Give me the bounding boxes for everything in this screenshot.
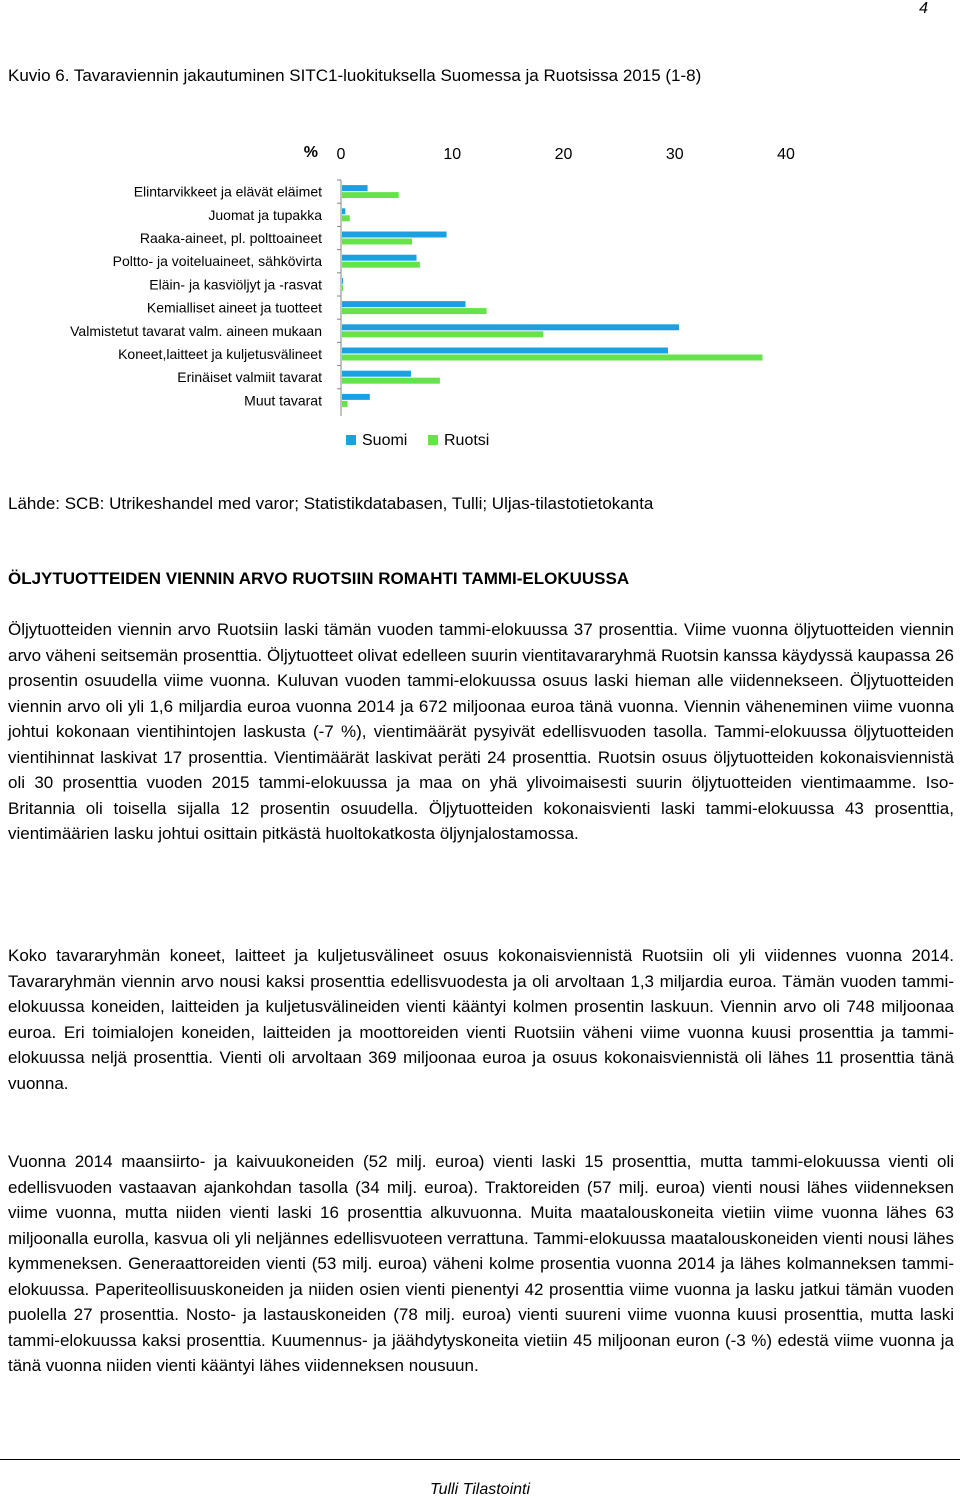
category-label-8: Erinäiset valmiit tavarat (177, 369, 322, 386)
body-paragraph-2: Koko tavararyhmän koneet, laitteet ja kuljetusvälineet osuus kokonaisviennistä Ruotsiin oli yli viidennes vuonna 2014. Tavararyhmän viennin arvo nousi kaksi prosenttia edellisvuodesta ja oli arvoltaan 1,3 miljardia euroa. Tämän vuoden tammi-elokuussa koneiden, laitteiden ja kuljetusvälineiden vienti kääntyi kolmen prosentin laskuun. Viennin arvo oli 748 miljoonaa euroa. Eri toimialojen koneiden, laitteiden ja moottoreiden vienti Ruotsiin väheni viime vuonna kuusi prosenttia ja tammi-elokuussa neljä prosenttia. Vienti oli arvoltaan 369 miljoonaa euroa ja osuus kokonaisviennistä oli lähes 11 prosenttia tänä vuonna. (8, 946, 954, 1093)
bar-ruotsi-2 (342, 239, 412, 245)
section-heading: ÖLJYTUOTTEIDEN VIENNIN ARVO RUOTSIIN ROMAHTI TAMMI-ELOKUUSSA (8, 569, 630, 588)
bar-suomi-8 (342, 371, 411, 377)
bar-chart (0, 130, 820, 470)
footer-text: Tulli Tilastointi (429, 1481, 531, 1498)
bar-chart-svg (0, 130, 820, 470)
figure-title: Kuvio 6. Tavaraviennin jakautuminen SITC1-luokituksella Suomessa ja Ruotsissa 2015 (1-8) (8, 66, 702, 85)
bar-ruotsi-3 (342, 262, 420, 268)
x-tick-label-2: 20 (554, 146, 573, 163)
category-label-7: Koneet,laitteet ja kuljetusvälineet (118, 346, 322, 362)
legend-label-ruotsi: Ruotsi (444, 432, 490, 449)
x-tick-label-1: 10 (443, 146, 462, 163)
legend-swatch-ruotsi (428, 435, 438, 445)
bar-ruotsi-5 (342, 308, 487, 314)
category-label-4: Eläin- ja kasviöljyt ja -rasvat (149, 276, 322, 293)
bar-suomi-2 (342, 232, 447, 238)
bar-suomi-3 (342, 255, 417, 261)
bar-suomi-9 (342, 394, 370, 400)
axis-unit-label: % (303, 144, 318, 161)
category-label-1: Juomat ja tupakka (208, 206, 322, 223)
category-label-6: Valmistetut tavarat valm. aineen mukaan (70, 322, 322, 339)
category-label-3: Poltto- ja voiteluaineet, sähkövirta (112, 253, 322, 270)
bar-suomi-7 (342, 348, 668, 354)
bar-suomi-5 (342, 301, 465, 307)
bar-suomi-6 (342, 324, 679, 330)
category-label-0: Elintarvikkeet ja elävät eläimet (133, 183, 322, 200)
source-note: Lähde: SCB: Utrikeshandel med varor; Statistikdatabasen, Tulli; Uljas-tilastotietokanta (8, 494, 654, 513)
legend-label-suomi: Suomi (362, 432, 408, 449)
bar-ruotsi-1 (342, 215, 350, 221)
bar-ruotsi-4 (342, 285, 343, 291)
category-label-5: Kemialliset aineet ja tuotteet (146, 299, 322, 316)
category-label-2: Raaka-aineet, pl. polttoaineet (139, 230, 322, 246)
x-tick-label-3: 30 (665, 146, 684, 163)
body-paragraph-3: Vuonna 2014 maansiirto- ja kaivuukoneiden (52 milj. euroa) vienti laski 15 prosenttia, mutta tammi-elokuussa vienti oli edellisvuoden vastaavan ajankohdan tasolla (34 milj. euroa). Traktoreiden (57 milj. euroa) vienti nousi lähes viidenneksen viime vuonna, mutta niiden vienti laski 16 prosenttia alkuvuonna. Muita maatalouskoneita vietiin viime vuonna lähes 63 miljoonalla eurolla, kasvua oli yli neljännes edellisvuoteen verrattuna. Tammi-elokuussa maatalouskoneiden vienti nousi lähes kymmeneksen. Generaattoreiden vienti (53 milj. euroa) väheni kolme prosentia vuonna 2014 ja lähes kolmanneksen tammi-elokuussa. Paperiteollisuuskoneiden ja niiden osien vienti pienentyi 42 prosenttia viime vuonna ja lasku jatkui tämän vuoden puolella 27 prosenttia. Nosto- ja lastauskoneiden (78 milj. euroa) vienti suureni viime vuonna kuusi prosenttia, mutta laski tammi-elokuussa kaksi prosenttia. Kuumennus- ja jäähdytyskoneita vietiin 45 miljoonan euron (-3 %) edestä viime vuonna ja tänä vuonna niiden vienti kääntyi lähes viidenneksen nousuun. (8, 1152, 954, 1375)
footer-divider (0, 1459, 960, 1460)
x-tick-label-4: 40 (777, 146, 795, 163)
body-paragraph-1: Öljytuotteiden viennin arvo Ruotsiin laski tämän vuoden tammi-elokuussa 37 prosenttia. Viime vuonna öljytuotteiden viennin arvo väheni seitsemän prosenttia. Öljytuotteet olivat edelleen suurin vientitavararyhmä Ruotsin kanssa käydyssä kaupassa 26 prosentin osuudella viime vuonna. Kuluvan vuoden tammi-elokuussa osuus laski hieman alle viidennekseen. Öljytuotteiden viennin arvo oli yli 1,6 miljardia euroa vuonna 2014 ja 672 miljoonaa euroa tänä vuonna. Viennin väheneminen viime vuonna johtui kokonaan vientihintojen laskusta (-7 %), vientimäärät pysyivät edellisvuoden tasolla. Tammi-elokuussa öljytuotteiden vientihinnat laskivat 17 prosenttia. Vientimäärät laskivat peräti 24 prosenttia. Ruotsin osuus öljytuotteiden kokonaisviennistä oli 30 prosenttia vuoden 2015 tammi-elokuussa ja maa on yhä ylivoimaisesti suurin öljytuotteiden vientimaamme. Iso-Britannia oli toisella sijalla 12 prosentin osuudella. Öljytuotteiden kokonaisvienti laski tammi-elokuussa 43 prosenttia, vientimäärien lasku johtui osittain pitkästä huoltokatkosta öljynjalostamossa. (8, 620, 954, 843)
category-label-9: Muut tavarat (244, 392, 322, 409)
bar-suomi-4 (342, 278, 343, 284)
bar-suomi-0 (342, 185, 368, 191)
legend-swatch-suomi (346, 435, 356, 445)
bar-ruotsi-7 (342, 355, 763, 361)
bar-ruotsi-6 (342, 331, 543, 337)
x-tick-label-0: 0 (336, 146, 346, 163)
bar-ruotsi-9 (342, 401, 348, 407)
bar-ruotsi-0 (342, 192, 399, 198)
page-number: 4 (919, 0, 928, 17)
bar-ruotsi-8 (342, 378, 440, 384)
bar-suomi-1 (342, 208, 345, 214)
